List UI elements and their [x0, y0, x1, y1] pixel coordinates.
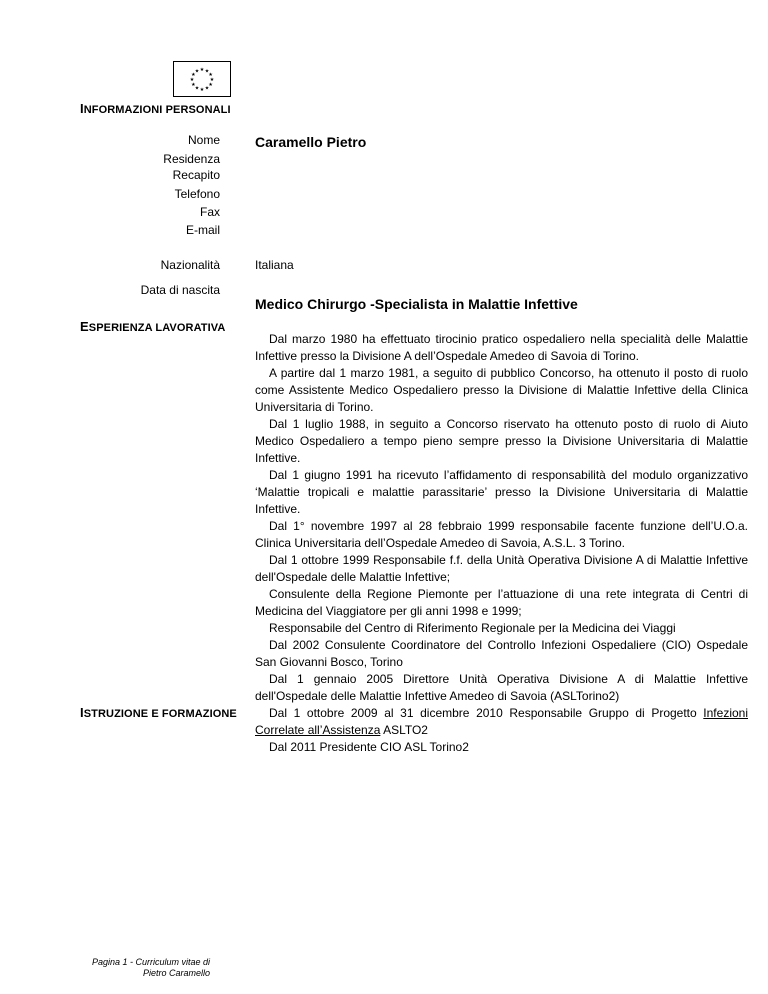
nazionalita-value: Italiana — [255, 258, 294, 272]
paragraph-text: ASLTO2 — [380, 723, 428, 737]
label-nazionalita: Nazionalità — [160, 258, 220, 272]
experience-paragraph: Consulente della Regione Piemonte per l’attuazione di una rete integrata di Centri di Medicina del Viaggiatore per gli anni 1998 e 1999; — [255, 587, 748, 618]
footer-line-1: Pagina 1 - Curriculum vitae di — [91, 957, 210, 967]
star-icon: ★ — [189, 77, 195, 83]
star-icon: ★ — [191, 72, 196, 78]
experience-paragraph: Dal 2002 Consulente Coordinatore del Controllo Infezioni Ospedaliere (CIO) Ospedale San Giovanni Bosco, Torino — [255, 638, 748, 669]
label-fax: Fax — [199, 205, 220, 219]
page-footer — [0, 957, 210, 979]
star-icon: ★ — [194, 68, 200, 75]
star-icon: ★ — [208, 82, 213, 88]
experience-paragraph: Dal 1 luglio 1988, in seguito a Concorso riservato ha ottenuto posto di ruolo di Aiuto Medico Ospedaliero a tempo pieno sempre presso la Divisione Universitaria di Malattie Infettive. — [255, 417, 748, 465]
experience-paragraph: Dal 1° novembre 1997 al 28 febbraio 1999 responsabile facente funzione dell’U.O.a. Clinica Universitaria dell’Ospedale Amedeo di Savoia, A.S.L. 3 Torino. — [255, 519, 748, 550]
label-residenza: Residenza — [163, 152, 220, 166]
experience-text — [255, 331, 748, 756]
person-name: Caramello Pietro — [255, 134, 367, 150]
star-icon: ★ — [199, 87, 205, 93]
experience-paragraph: Dal 1 gennaio 2005 Direttore Unità Operativa Divisione A di Malattie Infettive dell'Ospedale delle Malattie Infettive Amedeo di Savoia (ASLTorino2) — [255, 672, 748, 703]
label-recapito: Recapito — [172, 168, 220, 182]
experience-paragraph: Dal marzo 1980 ha effettuato tirocinio pratico ospedaliero nella specialità delle Malattie Infettive presso la Divisione A dell’Ospedale Amedeo di Savoia di Torino. — [255, 332, 748, 363]
label-email: E-mail — [185, 223, 220, 237]
star-icon: ★ — [191, 82, 196, 88]
experience-paragraph: Responsabile del Centro di Riferimento Regionale per la Medicina dei Viaggi — [269, 621, 676, 635]
experience-paragraph: A partire dal 1 marzo 1981, a seguito di pubblico Concorso, ha ottenuto il posto di ruolo come Assistente Medico Ospedaliero presso la Divisione di Malattie Infettive della Clinica Universitaria di Torino. — [255, 366, 748, 414]
star-icon: ★ — [204, 68, 210, 75]
label-nome: Nome — [187, 133, 220, 147]
underlined-phrase: Infezioni Correlate all’Assistenza — [255, 706, 748, 737]
experience-paragraph: Dal 1 ottobre 1999 Responsabile f.f. della Unità Operativa Divisione A di Malattie Infettive dell'Ospedale delle Malattie Infettive; — [255, 553, 748, 584]
experience-paragraph: Dal 1 giugno 1991 ha ricevuto l’affidamento di responsabilità del modulo organizzativo ‘Malattie tropicali e malattie parassitarie’ presso la Divisione Universitaria di Malattie Infettive. — [255, 468, 748, 516]
job-title: Medico Chirurgo -Specialista in Malattie Infettive — [255, 296, 578, 312]
star-icon: ★ — [204, 85, 210, 92]
eu-flag-logo — [173, 61, 231, 97]
star-icon: ★ — [194, 85, 200, 92]
star-icon: ★ — [208, 72, 213, 78]
star-icon: ★ — [199, 67, 205, 73]
label-data-nascita: Data di nascita — [140, 283, 220, 297]
star-icon: ★ — [209, 77, 215, 83]
experience-paragraph: Dal 2011 Presidente CIO ASL Torino2 — [269, 740, 469, 754]
experience-paragraph — [255, 705, 748, 739]
label-telefono: Telefono — [174, 187, 220, 201]
section-title-education: ISTRUZIONE E FORMAZIONE — [80, 705, 237, 720]
eu-flag-icon — [174, 62, 230, 96]
paragraph-text: Dal 1 ottobre 2009 al 31 dicembre 2010 Responsabile Gruppo di Progetto — [269, 706, 704, 720]
footer-line-2: Pietro Caramello — [142, 968, 210, 978]
section-title-experience: ESPERIENZA LAVORATIVA — [80, 319, 226, 334]
section-title-personal: INFORMAZIONI PERSONALI — [80, 101, 231, 116]
